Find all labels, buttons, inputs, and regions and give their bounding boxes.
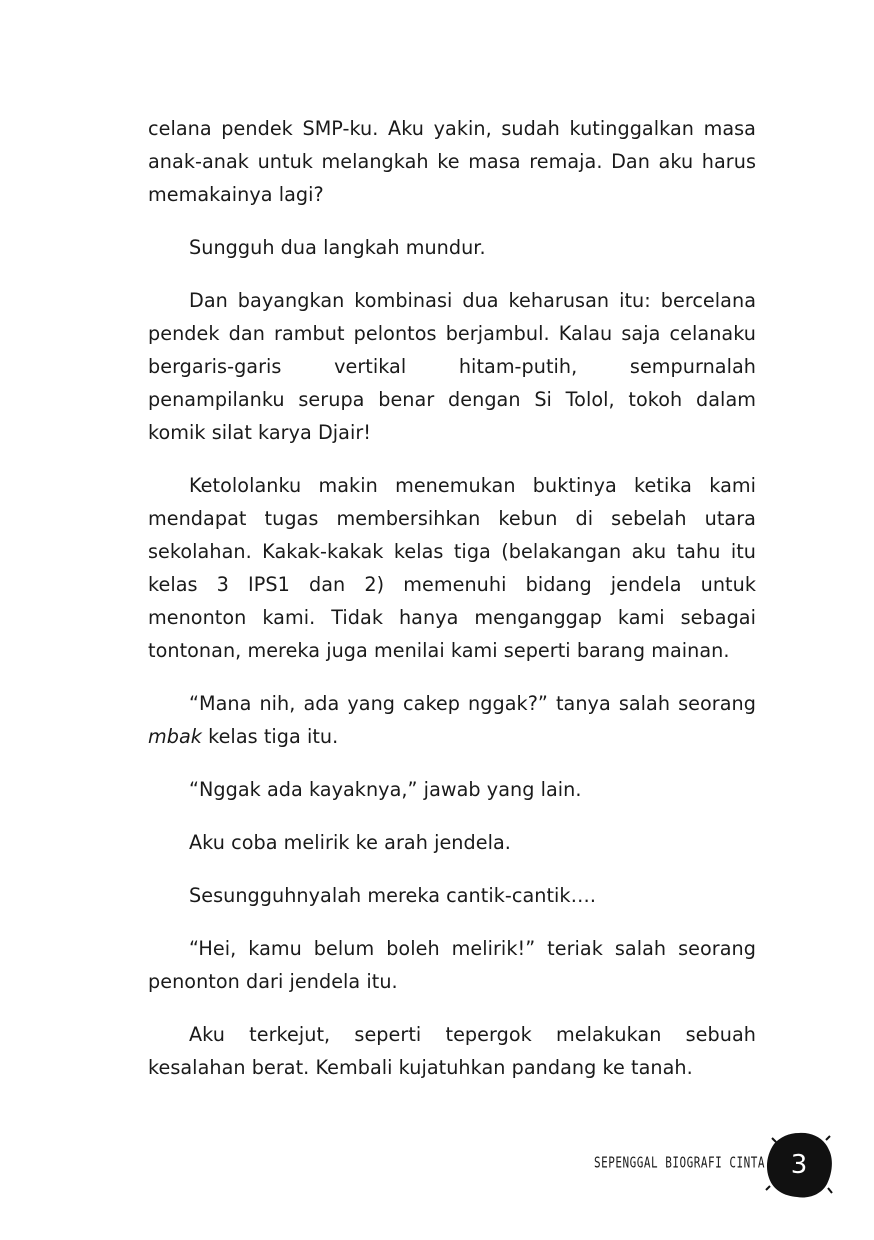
paragraph-3: Dan bayangkan kombinasi dua keharusan itu: bercelana pendek dan rambut pelontos berjambul. Kalau saja celanaku bergaris-garis vertikal hitam-putih, sempurnalah penampilanku serupa benar dengan Si Tolol, tokoh dalam komik silat karya Djair!: [148, 289, 756, 444]
paragraph-10: Aku terkejut, seperti tepergok melakukan sebuah kesalahan berat. Kembali kujatuhkan pandang ke tanah.: [148, 1023, 756, 1079]
paragraph-5-text-after: kelas tiga itu.: [201, 725, 339, 748]
page-number-badge: [764, 1130, 834, 1200]
page-number: 3: [790, 1150, 808, 1180]
paragraph-2: Sungguh dua langkah mundur.: [189, 236, 486, 259]
paragraph-5-italic: mbak: [148, 725, 202, 748]
paragraph-9: “Hei, kamu belum boleh melirik!” teriak salah seorang penonton dari jendela itu.: [148, 937, 756, 993]
running-footer-title: SEPENGGAL BIOGRAFI CINTA: [594, 1154, 765, 1172]
paragraph-5-text-before: “Mana nih, ada yang cakep nggak?” tanya salah seorang: [189, 692, 756, 715]
paragraph-1: celana pendek SMP-ku. Aku yakin, sudah kutinggalkan masa anak-anak untuk melangkah ke masa remaja. Dan aku harus memakainya lagi?: [148, 117, 756, 206]
body-text: [148, 112, 756, 1104]
paragraph-8: Sesungguhnyalah mereka cantik-cantik….: [189, 884, 596, 907]
paragraph-4: Ketololanku makin menemukan buktinya ketika kami mendapat tugas membersihkan kebun di sebelah utara sekolahan. Kakak-kakak kelas tiga (belakangan aku tahu itu kelas 3 IPS1 dan 2) memenuhi bidang jendela untuk menonton kami. Tidak hanya menganggap kami sebagai tontonan, mereka juga menilai kami seperti barang mainan.: [148, 474, 756, 662]
paragraph-7: Aku coba melirik ke arah jendela.: [189, 831, 511, 854]
paragraph-6: “Nggak ada kayaknya,” jawab yang lain.: [189, 778, 582, 801]
paragraph-5: [148, 687, 756, 753]
